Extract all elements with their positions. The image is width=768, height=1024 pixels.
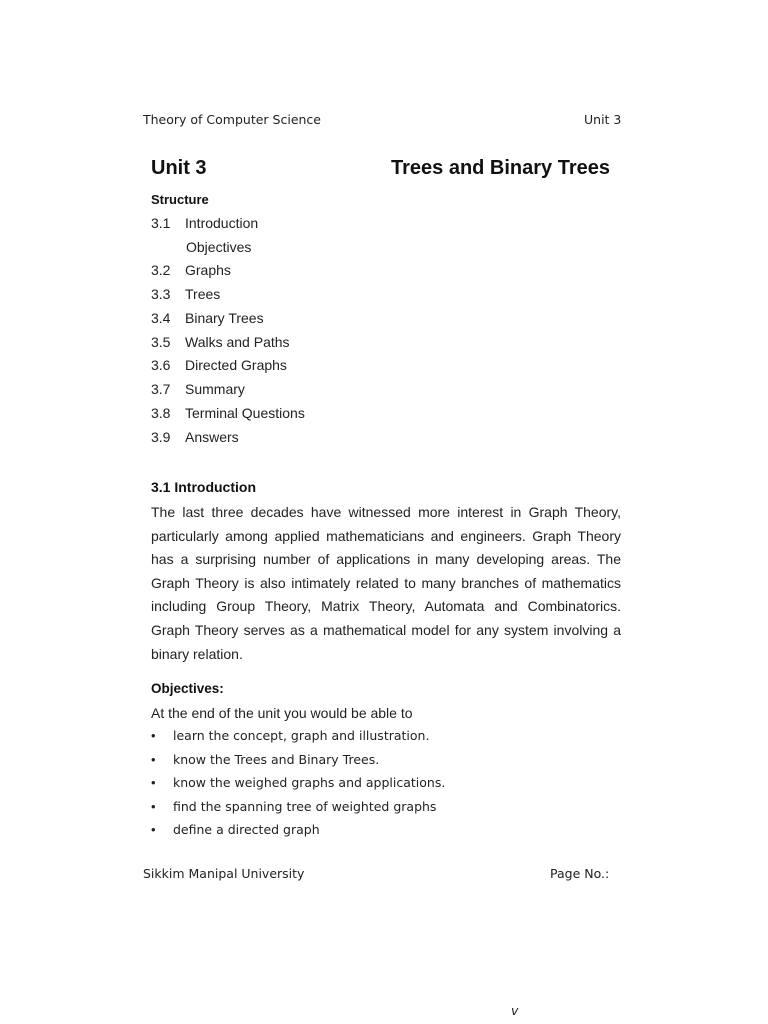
objective-item (151, 820, 445, 844)
toc-number: 3.4 (151, 310, 171, 326)
objective-item (151, 750, 445, 774)
toc-label: Directed Graphs (185, 357, 287, 373)
toc-label: Trees (185, 286, 221, 302)
toc-item (151, 381, 245, 401)
toc-label: Objectives (186, 239, 252, 255)
toc-number: 3.8 (151, 405, 171, 421)
header-unit-label: Unit 3 (584, 112, 622, 127)
toc-item (151, 310, 264, 330)
toc-label: Binary Trees (185, 310, 264, 326)
introduction-heading: 3.1 Introduction (151, 479, 256, 495)
introduction-paragraph: The last three decades have witnessed more interest in Graph Theory, particularly among applied mathematicians and engineers. Graph Theory has a surprising number of applications in many developing areas. The Graph Theory is also intimately related to many branches of mathematics including Group Theory, Matrix Theory, Automata and Combinatorics. Graph Theory serves as a mathematical model for any system involving a binary relation. (151, 504, 621, 662)
toc-number: 3.9 (151, 429, 171, 445)
unit-number-title: Unit 3 (151, 157, 207, 179)
toc-item (151, 239, 251, 259)
objective-text: learn the concept, graph and illustration. (173, 728, 430, 743)
structure-heading: Structure (151, 192, 209, 207)
unit-topic-title: Trees and Binary Trees (391, 157, 611, 179)
toc-item (151, 429, 239, 449)
footer-page-label: Page No.: (550, 866, 610, 881)
bullet-icon: • (151, 798, 156, 814)
objective-item (151, 773, 445, 797)
toc-item (151, 215, 258, 235)
toc-item (151, 286, 220, 306)
objective-text: define a directed graph (173, 822, 320, 838)
bullet-icon: • (151, 775, 156, 791)
bullet-icon: • (151, 751, 156, 767)
objective-text: know the Trees and Binary Trees. (173, 751, 380, 767)
toc-label: Walks and Paths (185, 334, 290, 350)
toc-number: 3.7 (151, 381, 171, 397)
footer-page-mark: v (511, 1003, 519, 1018)
bullet-icon: • (151, 728, 156, 743)
toc-label: Answers (185, 429, 239, 445)
footer-university: Sikkim Manipal University (143, 866, 305, 881)
toc-number: 3.5 (151, 334, 171, 350)
objective-text: know the weighed graphs and applications. (173, 775, 446, 791)
toc-item (151, 334, 290, 354)
bullet-icon: • (151, 822, 156, 838)
objective-item (151, 726, 445, 750)
toc-item (151, 405, 305, 425)
objective-item (151, 797, 445, 821)
header-course-title: Theory of Computer Science (143, 112, 321, 127)
toc-number: 3.1 (151, 215, 171, 231)
objectives-heading: Objectives: (151, 681, 224, 696)
objective-text: find the spanning tree of weighted graphs (173, 798, 437, 814)
toc-number: 3.3 (151, 286, 171, 302)
toc-label: Terminal Questions (185, 405, 305, 421)
toc-label: Summary (185, 381, 245, 397)
toc-number: 3.6 (151, 357, 171, 373)
toc-number: 3.2 (151, 262, 171, 278)
objectives-lead: At the end of the unit you would be able to (151, 705, 413, 721)
toc-label: Introduction (185, 215, 259, 231)
objectives-list (151, 726, 445, 844)
toc-item (151, 357, 287, 377)
toc-label: Graphs (185, 262, 231, 278)
toc-item (151, 262, 231, 282)
